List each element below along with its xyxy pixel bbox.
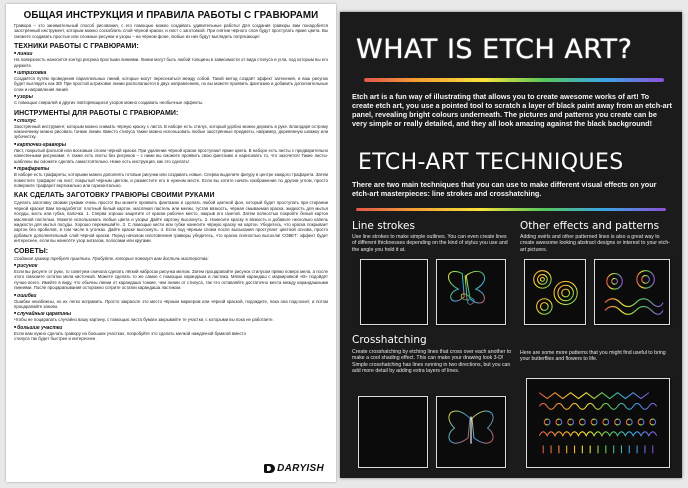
more-patterns-art	[527, 379, 669, 467]
techniques-title: ETCH-ART TECHNIQUES	[358, 150, 624, 175]
what-is-etch-art-title: WHAT IS ETCH ART?	[356, 34, 633, 65]
item-label: ■ ошибки	[14, 293, 328, 299]
more-patterns-text: Here are some more patterns that you might find useful to bring your butterflies and flowers to life.	[520, 350, 666, 363]
swirls-example-card	[524, 259, 586, 325]
instructions-page-ru	[6, 4, 336, 482]
intro-paragraph: Гравюра – это занимательный способ рисования, с его помощью можно создавать удивительные работы! Для создания гравюры вам понадобится заострённый инструмент, которым можно соскоблить слой чёрной краски, и лист с заготовкой. При снятии чёрного слоя будут проступать яркие цвета. Вы сможете создавать простые или сложные рисунки и узоры – на чёрном фоне, любые из них будут выглядеть потрясающе!	[14, 23, 328, 39]
section-heading-techniques: ТЕХНИКИ РАБОТЫ С ГРАВЮРАМИ:	[14, 43, 139, 51]
crosshatching-text: Create crosshatching by etching lines that cross over each another to make a cool shading effect. This can make your drawing look 3-D! Simple crosshatching has lines running in two directions, but you can add more detail by adding extra layers of lines.	[352, 349, 512, 374]
more-patterns-card	[526, 378, 670, 468]
section-heading-tips: СОВЕТЫ:	[14, 247, 49, 255]
item-label: ■ штриховка	[14, 70, 328, 76]
butterfly-crosshatch-icon	[437, 397, 505, 467]
line-strokes-example-card	[360, 259, 428, 325]
crosshatch-example-card	[358, 396, 428, 468]
item-label: ■ случайные царапины	[14, 311, 328, 317]
line-strokes-text: Use line strokes to make simple outlines. You can even create lines of different thicknesses depending on the kind of stylus you use and the angle you hold it at.	[352, 234, 508, 253]
logo-text: DARYISH	[277, 463, 324, 474]
line-strokes-heading: Line strokes	[352, 220, 415, 232]
flower-pattern-card	[594, 259, 670, 325]
item-label: ■ трафареты	[14, 166, 328, 172]
swirl-pattern-art	[525, 260, 585, 324]
etch-art-page-en	[340, 12, 682, 478]
flower-pattern-art	[595, 260, 669, 324]
section-heading-tools: ИНСТРУМЕНТЫ ДЛЯ РАБОТЫ С ГРАВЮРАМИ:	[14, 109, 179, 117]
item-text: Если вам нужно сделать гравюру на больших участках, попробуйте это сделать мелкой наждачной бумагой вместо стилуса так будет быстрее и интереснее.	[14, 330, 246, 342]
crosshatch-grid-art	[359, 397, 427, 467]
diy-paragraph: Сделать заготовку своими руками очень просто! Вы можете проявить фантазию и сделать любой цветной фон, который будет проступать при стирании чёрной краски! Вам понадобятся: плотный белый картон, масляная пастель или мелки, густая вязкость, чёрная смываемая краска, жидкость для мытья посуды, кисть или губка, палочка. 1. Сперва хорошо защитите от краски рабочее место, накрыв его газетой. Затем полностью покройте белый картон масляной пастелью. Можете использовать любые цвета и узоры! Дайте картону высохнуть. 2. Нанесите краску в вязкость и добавьте несколько капель жидкости для мытья посуды. Хорошо перемешайте. 3. С помощью кисти или губки нанесите чёрную краску на картон. Убедитесь, что краска покрывает картон без пробелов, в том числе в уголках. Дайте краске высохнуть. 4. Если под чёрным слоем после высыхания проступает цветной основа, просто добавьте дополнительный слой чёрной краски. Перед началом изготовления гравюры убедитесь, что краска полностью высохла! СОВЕТ: эффект будет интереснее, если вы нанесёте узор зигзагом, полосами или кругами.	[14, 200, 328, 244]
item-label: ■ линии	[14, 51, 328, 57]
item-label: ■ стилус	[14, 118, 328, 124]
brand-logo	[264, 463, 324, 474]
butterfly-crosshatch-card	[436, 396, 506, 468]
item-text: Лист, покрытый фольгой или восковым слоем чёрной краски. При удалении чёрной краски проступают яркие цвета. В наборе есть листы с предварительно нанесёнными рисунками. А также есть листы без рисунков – с ними вы сможете проявить свою фантазию и нарисовать то, что захочется! Такие листы-шаблоны вы сможете сделать самостоятельно. Ниже есть инструкция, как это сделать!	[14, 147, 328, 164]
item-text: Ошибки неизбежны, но их легко исправить. Просто закрасьте это место чёрным маркером или чёрной краской, подождите, пока она подсохнет, и потом процарапайте заново.	[14, 298, 328, 309]
techniques-intro: There are two main techniques that you can use to make different visual effects on your etch-art masterpieces: line strokes and crosshatching.	[352, 180, 657, 198]
item-text: На поверхность наносится контур рисунка простыми линиями. Линии могут быть любой толщины в зависимости от вида стилуса и угла, под которым вы его держите.	[14, 57, 328, 68]
item-label: ■ карточки-гравюры	[14, 142, 328, 148]
butterfly-outline-card	[436, 259, 506, 325]
item-text: Чтобы не поцарапать случайно вашу картину, с помощью листа бумаги закрывайте те участки, с которыми вы пока не работаете.	[14, 317, 274, 323]
line-strokes-art	[361, 260, 427, 324]
rainbow-divider	[356, 208, 666, 211]
item-text: В наборе есть трафареты, которыми можно дополнять готовые рисунки или создавать новые. Сперва выделите фигуру в центре каждого трафарета. Затем поместите трафарет на лист, покрытый чёрным цветом, и разместите его в нужном месте. Если вы хотите начать изображение по другим углом, просто поверните трафарет вертикально или горизонтально.	[14, 172, 328, 188]
logo-mark-icon	[264, 464, 275, 473]
etch-art-intro: Etch art is a fun way of illustrating that allows you to create awesome works of art! To create etch art, you use a pointed tool to scratch a layer of black paint away from an etch-art panel, revealing bright colours underneath. The pictures and patterns you create can be very simple or really detailed, and they all look amazing against the black background!	[352, 92, 672, 128]
page-title: ОБЩАЯ ИНСТРУКЦИЯ И ПРАВИЛА РАБОТЫ С ГРАВЮРАМИ	[23, 10, 319, 21]
item-label: ■ большие участки	[14, 325, 328, 331]
other-effects-heading: Other effects and patterns	[520, 220, 660, 232]
item-text: Заострённый инструмент, которым можно снимать чёрную краску с листа. В наборе есть стилус, который удобно можно держать в руке. Благодаря острому наконечнику можно рисовать тонкие линии. Вместо стилуса также можно использовать любые заострённые предметы, например, деревянную шпажку или зубочистку.	[14, 123, 328, 140]
crosshatching-heading: Crosshatching	[352, 334, 427, 346]
item-label: ■ рисунок	[14, 263, 328, 269]
item-text: С помощью спиралей и других повторяющихся узоров можно создавать необычные эффекты.	[14, 100, 204, 106]
section-heading-diy: КАК СДЕЛАТЬ ЗАГОТОВКУ ГРАВЮРЫ СВОИМИ РУКАМИ	[14, 192, 215, 200]
item-text: Создаётся путём проведения параллельных линий, которые могут пересекаться между собой. Такой метод создаёт эффект затенения, и ваш рисунок будет выглядеть как 3D! При простой штриховке линии располагаются в двух направлениях, но вы можете проявить фантазию и добавить дополнительные слои и направления линий.	[14, 76, 328, 92]
item-text: Если вы рисуете от руки, то советуем сначала сделать лёгкий набросок рисунка мелом. Затем процарапайте рисунок стилусом прямо поверх мела, а после этого смахните остатки мела кисточкой. Можете сделать то же самое с помощью карандаша и ластика. Мягкий карандаш с маркировкой «В» подойдёт лучше всего. Имейте в виду, что обычны линии от карандаша тонкие, чем линии от стилуса, так что оставляйте достаточно места между карандашными линиями. После процарапывания осторожно сотрите остатки карандаша ластиком.	[14, 268, 328, 291]
item-label: ■ узоры	[14, 94, 328, 100]
butterfly-outline-icon	[437, 260, 505, 324]
tips-intro: Создание гравюр требует практики. Пробуйте, которые помогут вам достичь мастерства:	[14, 255, 209, 261]
other-effects-text: Adding swirls and other patterned lines is also a great way to create awesome looking abstract designs or interest to your etch-art pictures.	[520, 234, 670, 253]
rainbow-divider	[364, 78, 664, 82]
